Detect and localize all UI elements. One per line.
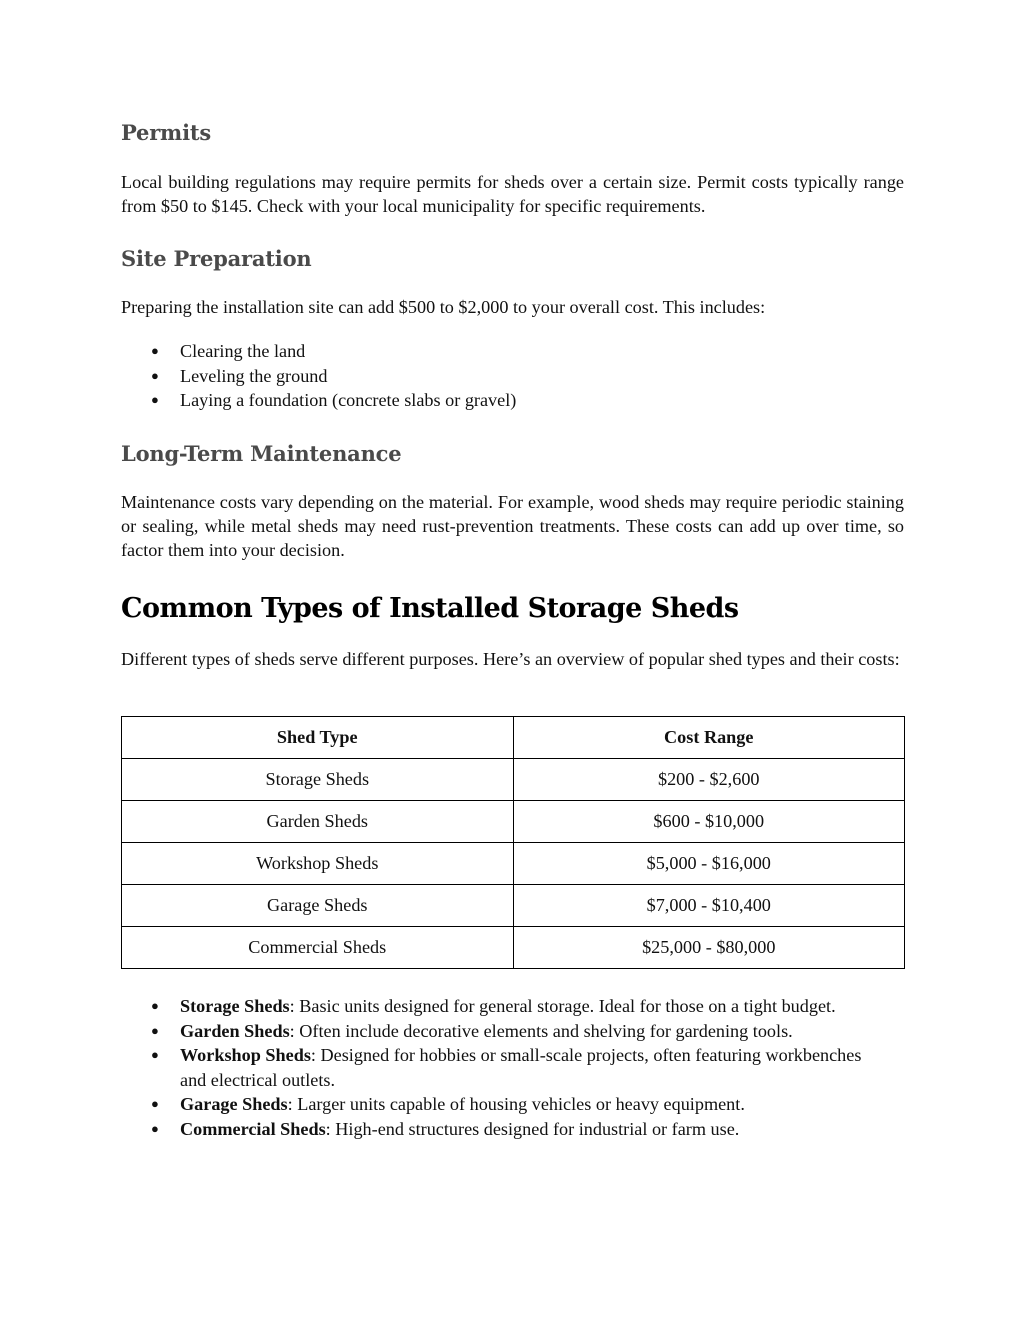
shed-type-description: : Designed for hobbies or small-scale projects, often featuring workbenches and electrical outlets.: [180, 1045, 862, 1090]
shed-type-term: Storage Sheds: [180, 996, 290, 1016]
list-item: ● Clearing the land: [121, 339, 904, 364]
bullet-icon: ●: [151, 367, 159, 383]
list-item: [121, 1092, 904, 1117]
table-row: [122, 801, 905, 843]
bullet-icon: ●: [151, 1022, 159, 1038]
shed-type-description: : Larger units capable of housing vehicles or heavy equipment.: [287, 1094, 745, 1114]
shed-type-descriptions: [121, 994, 904, 1141]
table-row: [122, 927, 905, 969]
list-item: ● Leveling the ground: [121, 364, 904, 389]
cost-range-cell: $600 - $10,000: [513, 801, 905, 843]
table-row: [122, 759, 905, 801]
maintenance-paragraph: Maintenance costs vary depending on the material. For example, wood sheds may require periodic staining or sealing, while metal sheds may need rust-prevention treatments. These costs can add up over time, so factor them into your decision.: [121, 492, 904, 561]
cost-range-cell: $200 - $2,600: [513, 759, 905, 801]
permits-heading: Permits: [121, 120, 211, 145]
site-preparation-heading: Site Preparation: [121, 246, 312, 271]
site-preparation-list: [121, 339, 904, 413]
list-item: ● Laying a foundation (concrete slabs or gravel): [121, 388, 904, 413]
bullet-icon: ●: [151, 1096, 159, 1111]
cost-range-cell: $25,000 - $80,000: [513, 927, 905, 969]
shed-type-cell: Storage Sheds: [122, 759, 514, 801]
list-item: [121, 994, 904, 1019]
table-header-row: [122, 717, 905, 759]
bullet-icon: ●: [151, 392, 159, 407]
bullet-icon: ●: [151, 1047, 159, 1062]
table-row: [122, 843, 905, 885]
bullet-icon: ●: [151, 343, 159, 358]
shed-type-term: Garden Sheds: [180, 1020, 290, 1041]
table-row: [122, 885, 905, 927]
bullet-icon: ●: [151, 1120, 159, 1136]
list-item: [121, 1019, 904, 1044]
list-item: [121, 1043, 904, 1092]
column-header-shed-type: Shed Type: [122, 717, 514, 759]
shed-type-cell: Commercial Sheds: [122, 927, 514, 969]
shed-type-term: Garage Sheds: [180, 1094, 288, 1114]
shed-type-description: : Basic units designed for general storage. Ideal for those on a tight budget.: [289, 996, 836, 1016]
shed-type-description: : High-end structures designed for industrial or farm use.: [325, 1118, 740, 1139]
maintenance-heading: Long-Term Maintenance: [121, 441, 402, 466]
cost-range-cell: $7,000 - $10,400: [513, 885, 905, 927]
shed-type-cell: Garage Sheds: [122, 885, 514, 927]
shed-types-heading: Common Types of Installed Storage Sheds: [121, 593, 739, 624]
site-preparation-paragraph: Preparing the installation site can add $500 to $2,000 to your overall cost. This includes:: [121, 297, 766, 317]
shed-cost-table: [121, 716, 905, 969]
cost-range-cell: $5,000 - $16,000: [513, 843, 905, 885]
shed-type-description: : Often include decorative elements and shelving for gardening tools.: [289, 1020, 793, 1041]
shed-types-intro: Different types of sheds serve different purposes. Here’s an overview of popular shed types and their costs:: [121, 649, 900, 669]
shed-type-term: Workshop Sheds: [180, 1045, 311, 1065]
column-header-cost-range: Cost Range: [513, 717, 905, 759]
permits-paragraph: Local building regulations may require permits for sheds over a certain size. Permit costs typically range from $50 to $145. Check with your local municipality for specific requirements.: [121, 172, 904, 217]
shed-type-term: Commercial Sheds: [180, 1118, 326, 1139]
shed-type-cell: Workshop Sheds: [122, 843, 514, 885]
shed-type-cell: Garden Sheds: [122, 801, 514, 843]
bullet-icon: ●: [151, 998, 159, 1013]
list-item: [121, 1117, 904, 1142]
